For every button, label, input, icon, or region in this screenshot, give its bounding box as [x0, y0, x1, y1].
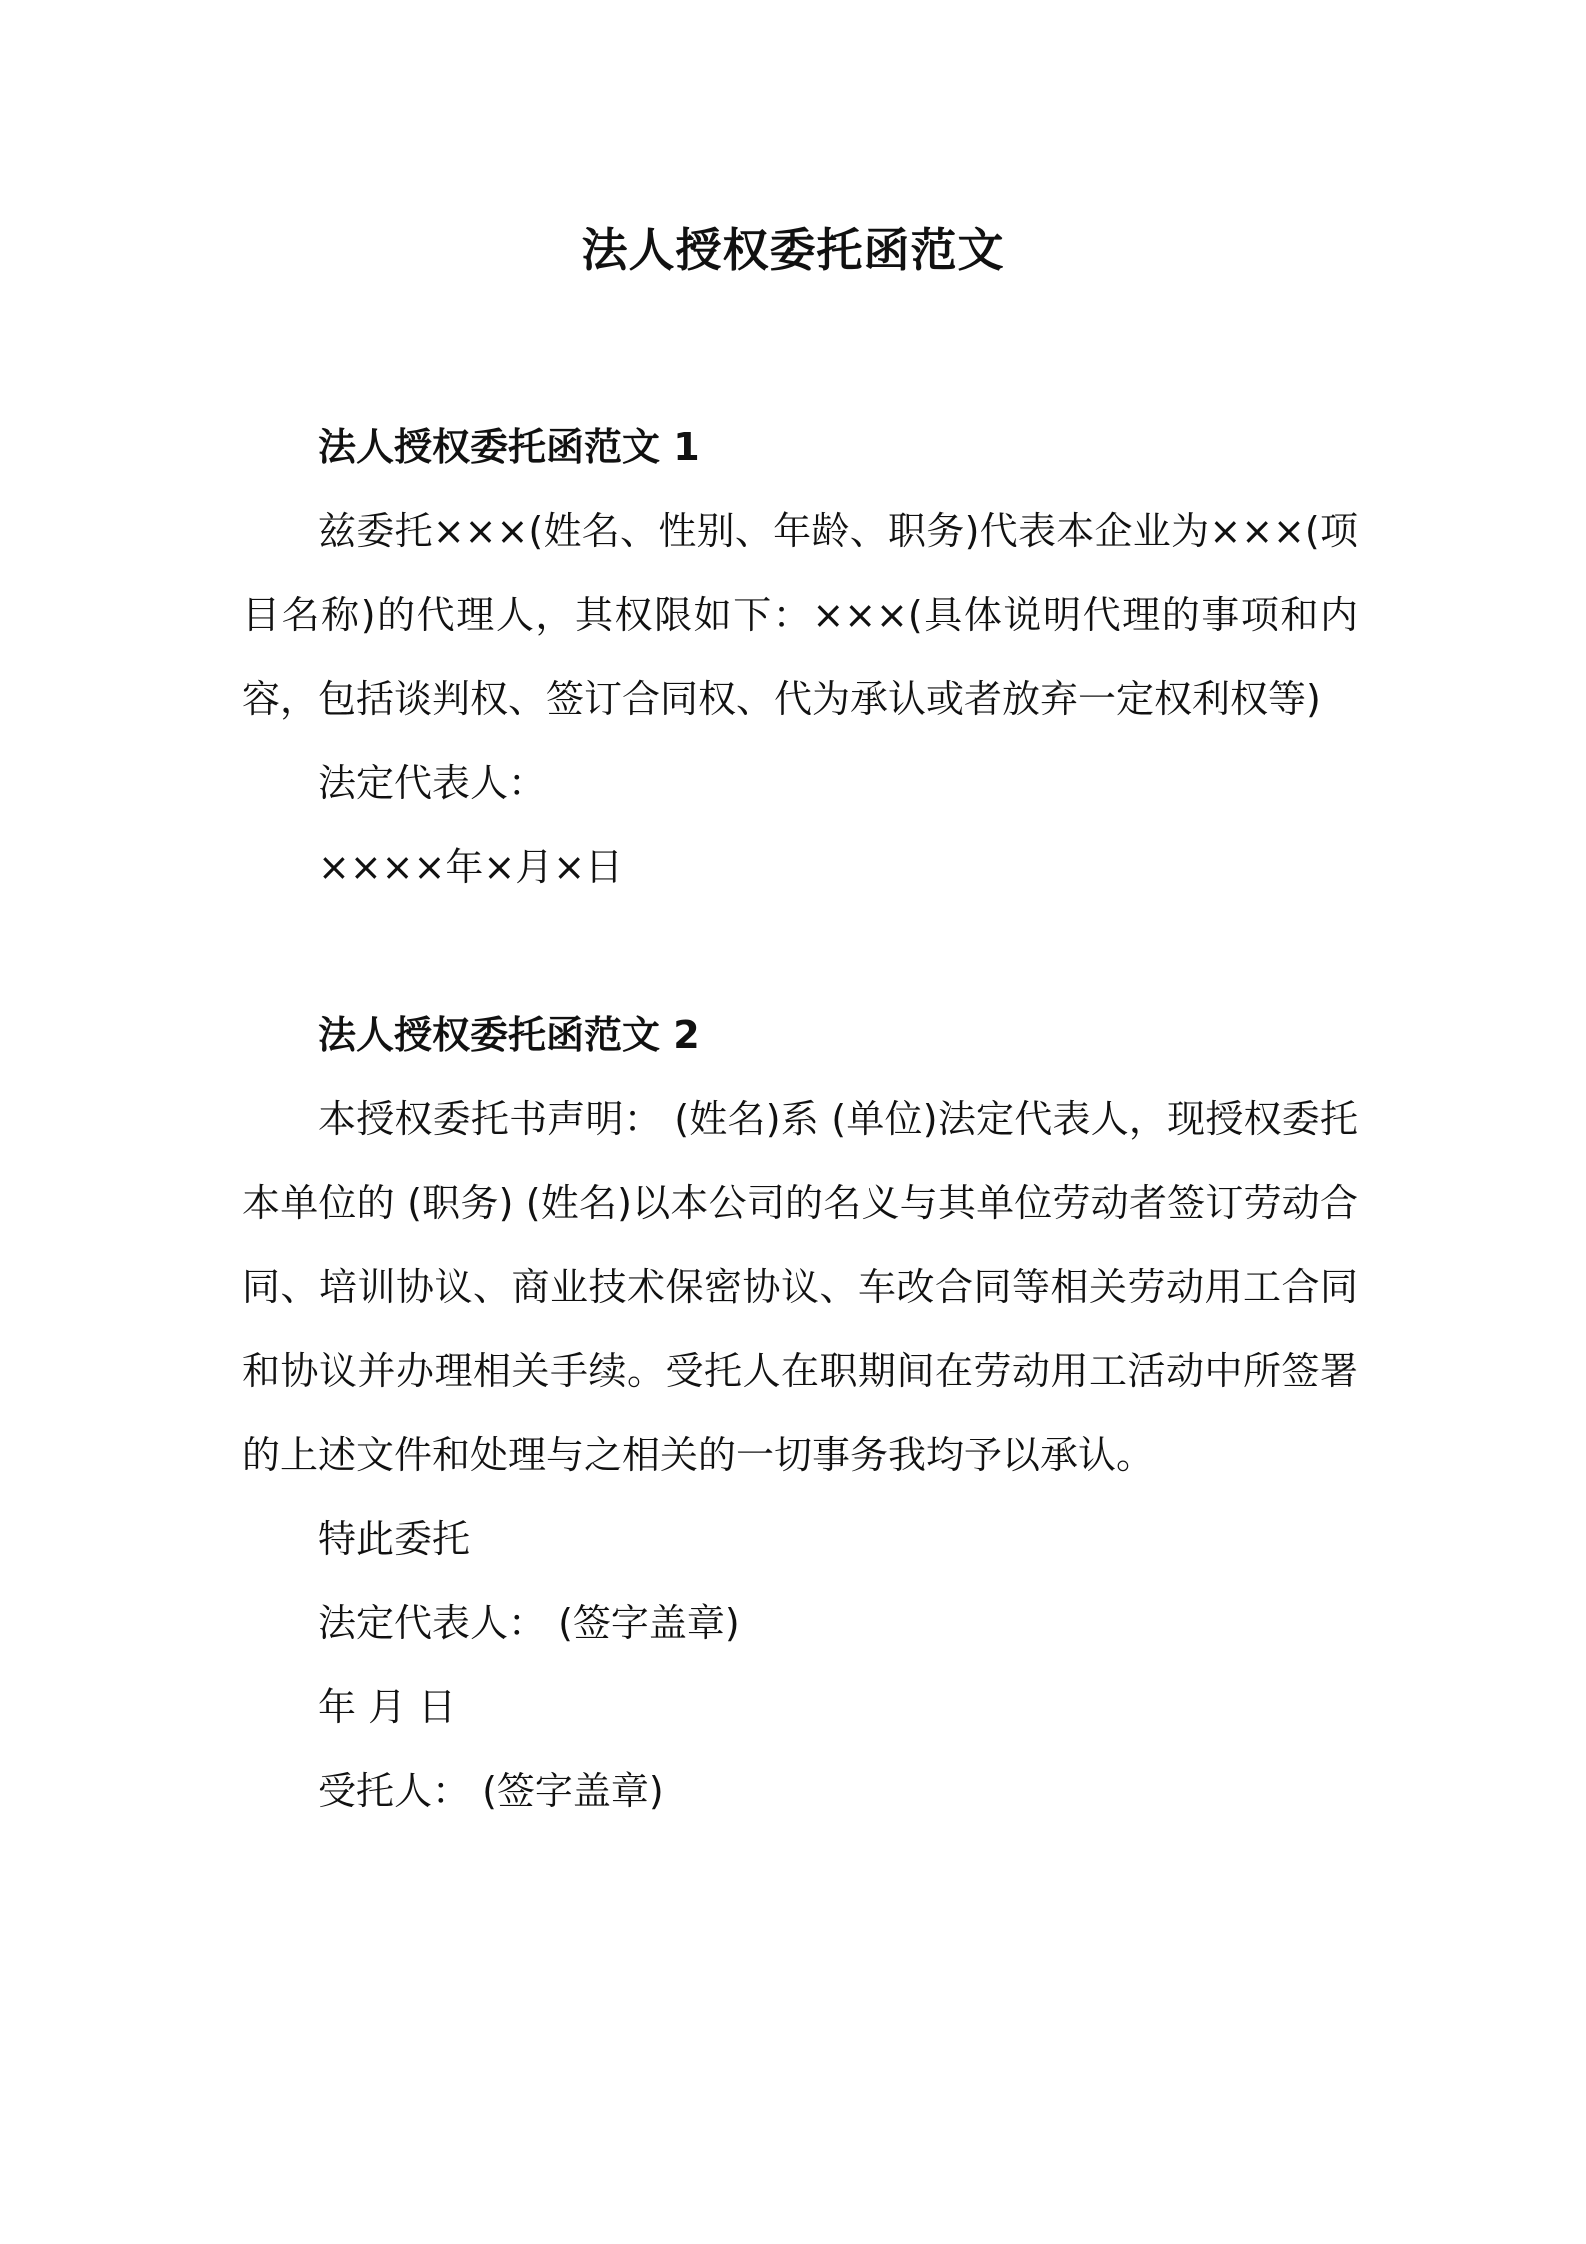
page-title: 法人授权委托函范文 [581, 223, 1005, 277]
section-paragraph-2: 本授权委托书声明： (姓名)系 (单位)法定代表人，现授权委托本单位的 (职务) (姓名)以本公司的名义与其单位劳动者签订劳动合同、培训协议、商业技术保密协议、车改合同等相关劳动用工合同和协议并办理相关手续。受托人在职期间在劳动用工活动中所签署的上述文件和处理与之相关的一切事务我均予以承认。 [242, 1097, 1358, 1477]
legal-representative-signature: 法定代表人： (签字盖章) [318, 1601, 740, 1645]
date-line: ××××年×月×日 [318, 845, 624, 889]
agent-signature: 受托人： (签字盖章) [318, 1769, 664, 1813]
section-paragraph-1: 兹委托×××(姓名、性别、年龄、职务)代表本企业为×××(项目名称)的代理人，其权限如下：×××(具体说明代理的事项和内容，包括谈判权、签订合同权、代为承认或者放弃一定权利权等) [242, 509, 1358, 721]
closing-line: 特此委托 [318, 1517, 471, 1561]
legal-representative-label: 法定代表人： [318, 761, 547, 805]
section-spacer [242, 909, 1358, 993]
document-body [242, 405, 1358, 1833]
date-blank-line: 年 月 日 [318, 1685, 457, 1729]
section-heading-1: 法人授权委托函范文 1 [318, 425, 700, 469]
section-heading-2: 法人授权委托函范文 2 [318, 1013, 700, 1057]
